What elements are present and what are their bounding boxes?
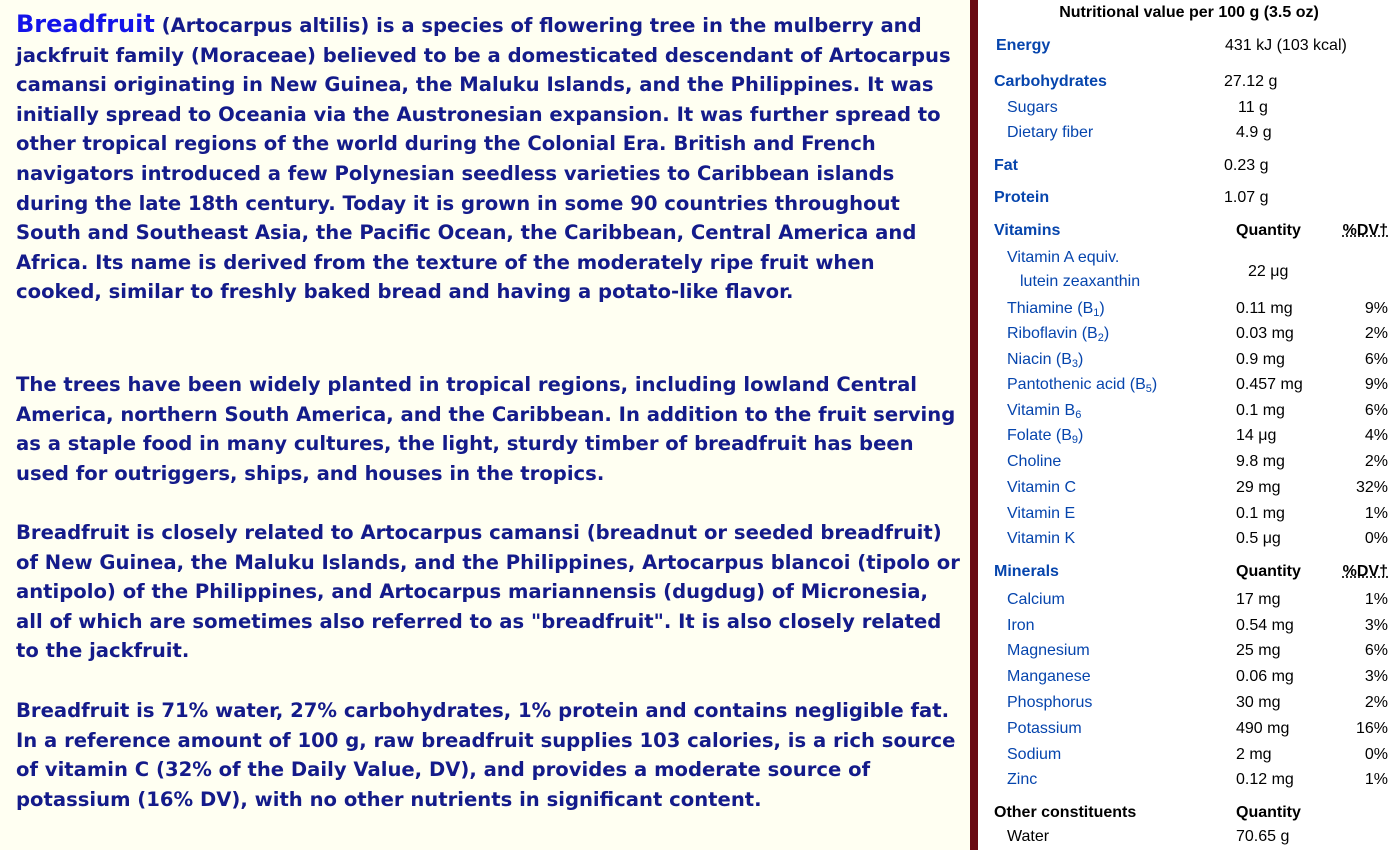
vitamin-dv: 0% (1364, 530, 1388, 547)
vitamin-value: 0.1 mg (1236, 505, 1285, 522)
mineral-value: 490 mg (1236, 720, 1290, 737)
vitamin-name-close: ) (1078, 427, 1084, 444)
vitamin-value: 0.03 mg (1236, 325, 1294, 342)
mineral-name[interactable]: Phosphorus (1007, 694, 1093, 711)
vitamins-header[interactable]: Vitamins (994, 222, 1061, 239)
water-value: 70.65 g (1236, 828, 1290, 845)
vitamin-dv: 32% (1355, 479, 1388, 496)
mineral-row (978, 771, 1400, 795)
fiber-value: 4.9 g (1236, 124, 1272, 141)
mineral-row (978, 720, 1400, 744)
vitamin-name-text: Niacin (B (1007, 351, 1072, 368)
vitamin-name-subscript: 2 (1097, 332, 1104, 344)
vitamin-name[interactable] (1007, 325, 1109, 344)
vitamins-header-row (978, 222, 1400, 246)
paragraph-3: Breadfruit is closely related to Artocarpus camansi (breadnut or seeded breadfruit) of New Guinea, the Maluku Islands, and the Philippines, Artocarpus blancoi (tipolo or antipolo) of the Philippines, and Artocarpus mariannensis (dugdug) of Micronesia, all of which are sometimes also referred to as "breadfruit". It is also closely related to the jackfruit. (16, 521, 960, 663)
minerals-header-row (978, 563, 1400, 587)
vitamin-name-text: Pantothenic acid (B (1007, 376, 1146, 393)
vitamin-row (978, 505, 1400, 529)
minerals-quantity-header: Quantity (1236, 563, 1301, 580)
mineral-value: 25 mg (1236, 642, 1281, 659)
carbohydrates-value: 27.12 g (1224, 73, 1278, 90)
mineral-value: 0.54 mg (1236, 617, 1294, 634)
vitamin-name-text: Vitamin K (1007, 530, 1076, 547)
vitamin-name-text: Choline (1007, 453, 1062, 470)
mineral-row (978, 668, 1400, 692)
mineral-row (978, 591, 1400, 615)
vitamin-dv: 6% (1364, 402, 1388, 419)
panel-divider (970, 0, 978, 850)
vitamin-value: 0.5 μg (1236, 530, 1281, 547)
vitamin-row (978, 479, 1400, 503)
vitamin-name[interactable] (1007, 530, 1075, 549)
vitamin-value: 0.9 mg (1236, 351, 1285, 368)
vitamin-name-text: Vitamin C (1007, 479, 1077, 496)
fiber-label[interactable]: Dietary fiber (1007, 124, 1094, 141)
fat-label[interactable]: Fat (994, 157, 1018, 174)
vitamin-name-close: ) (1103, 325, 1110, 342)
sugars-value: 11 g (1238, 99, 1268, 116)
mineral-dv: 6% (1364, 642, 1388, 659)
vitamins-dv-header[interactable]: %DV† (1342, 222, 1388, 239)
vitamin-value: 0.457 mg (1236, 376, 1303, 393)
vitamin-row (978, 376, 1400, 400)
mineral-name[interactable]: Potassium (1007, 720, 1082, 737)
fat-value: 0.23 g (1224, 157, 1269, 174)
vitamin-row (978, 300, 1400, 324)
vitamin-value: 14 μg (1236, 427, 1277, 444)
paragraph-1 (16, 10, 961, 307)
vitamin-name-text: Vitamin B (1007, 402, 1076, 419)
sugars-label[interactable]: Sugars (1007, 99, 1058, 116)
article-title-word[interactable]: Breadfruit (16, 10, 155, 38)
protein-value: 1.07 g (1224, 189, 1269, 206)
mineral-name[interactable]: Manganese (1007, 668, 1091, 685)
vitamin-name-text: Folate (B (1007, 427, 1072, 444)
vitamin-name[interactable] (1007, 505, 1075, 524)
minerals-header[interactable]: Minerals (994, 563, 1059, 580)
water-row (978, 828, 1400, 850)
vitamin-row (978, 402, 1400, 426)
vitamin-value: 0.1 mg (1236, 402, 1285, 419)
vitamin-name-subscript: 6 (1075, 409, 1082, 421)
mineral-value: 30 mg (1236, 694, 1281, 711)
nutrition-title: Nutritional value per 100 g (3.5 oz) (1059, 4, 1319, 21)
vitamin-row (978, 427, 1400, 451)
paragraph-4: Breadfruit is 71% water, 27% carbohydrates, 1% protein and contains negligible fat. In a reference amount of 100 g, raw breadfruit supplies 103 calories, is a rich source of vitamin C (32% of the Daily Value, DV), and provides a moderate source of potassium (16% DV), with no other nutrients in significant content. (16, 699, 956, 811)
vitamin-name-text: Riboflavin (B (1007, 325, 1098, 342)
mineral-value: 17 mg (1236, 591, 1281, 608)
vitamin-dv: 4% (1364, 427, 1388, 444)
vitamin-dv: 1% (1364, 505, 1388, 522)
nutrition-infobox (978, 0, 1400, 850)
energy-label[interactable]: Energy (996, 37, 1051, 54)
vitamin-value: 0.11 mg (1236, 300, 1293, 317)
fat-row (978, 157, 1400, 181)
minerals-dv-header[interactable]: %DV† (1342, 563, 1388, 580)
vitamin-dv: 9% (1364, 376, 1388, 393)
vitamin-name-text: Thiamine (B (1007, 300, 1094, 317)
vitamin-row (978, 453, 1400, 477)
mineral-dv: 3% (1364, 668, 1388, 685)
vitamin-a-sublabel[interactable]: lutein zeaxanthin (1020, 273, 1141, 290)
vitamin-name[interactable] (1007, 402, 1081, 421)
mineral-name[interactable]: Magnesium (1007, 642, 1090, 659)
vitamin-dv: 6% (1364, 351, 1388, 368)
mineral-dv: 1% (1364, 771, 1388, 788)
mineral-row (978, 617, 1400, 641)
mineral-row (978, 642, 1400, 666)
mineral-value: 0.12 mg (1236, 771, 1294, 788)
vitamin-a-label[interactable]: Vitamin A equiv. (1007, 249, 1120, 266)
vitamin-name[interactable] (1007, 453, 1061, 472)
mineral-row (978, 746, 1400, 770)
vitamin-name-close: ) (1099, 300, 1105, 317)
vitamin-row (978, 325, 1400, 349)
vitamin-a-row (978, 249, 1400, 293)
energy-value: 431 kJ (103 kcal) (1225, 37, 1347, 54)
vitamin-name-close: ) (1151, 376, 1158, 393)
mineral-dv: 3% (1364, 617, 1388, 634)
vitamin-value: 29 mg (1236, 479, 1281, 496)
vitamin-row (978, 351, 1400, 375)
protein-row (978, 189, 1400, 213)
vitamin-name-subscript: 9 (1071, 434, 1079, 446)
vitamin-name-subscript: 5 (1145, 383, 1152, 395)
vitamins-quantity-header: Quantity (1236, 222, 1301, 239)
vitamin-dv: 2% (1364, 453, 1388, 470)
sugars-row (978, 99, 1400, 123)
fiber-row (978, 124, 1400, 148)
mineral-value: 2 mg (1236, 746, 1272, 763)
mineral-name[interactable]: Calcium (1007, 591, 1065, 608)
vitamin-name[interactable] (1007, 479, 1076, 498)
mineral-name[interactable]: Sodium (1007, 746, 1062, 763)
vitamin-a-value: 22 μg (1248, 263, 1289, 280)
vitamin-name-subscript: 1 (1093, 307, 1100, 319)
vitamin-row (978, 530, 1400, 554)
vitamin-name[interactable] (1007, 300, 1105, 319)
vitamin-name[interactable] (1007, 427, 1083, 446)
mineral-name[interactable]: Zinc (1007, 771, 1038, 788)
other-constituents-header: Other constituents (994, 804, 1137, 821)
carbohydrates-row (978, 73, 1400, 97)
mineral-dv: 2% (1364, 694, 1388, 711)
mineral-dv: 0% (1364, 746, 1388, 763)
carbohydrates-label[interactable]: Carbohydrates (994, 73, 1107, 90)
mineral-row (978, 694, 1400, 718)
vitamin-name[interactable] (1007, 376, 1157, 395)
vitamin-dv: 9% (1364, 300, 1388, 317)
protein-label[interactable]: Protein (994, 189, 1050, 206)
vitamin-name-close: ) (1078, 351, 1084, 368)
vitamin-name[interactable] (1007, 351, 1083, 370)
mineral-dv: 16% (1355, 720, 1388, 737)
vitamin-dv: 2% (1364, 325, 1388, 342)
mineral-value: 0.06 mg (1236, 668, 1294, 685)
mineral-dv: 1% (1364, 591, 1388, 608)
energy-row (978, 37, 1400, 61)
other-header-row (978, 804, 1400, 828)
paragraph-1-text: (Artocarpus altilis) is a species of flowering tree in the mulberry and jackfruit family (Moraceae) believed to be a domesticated descendant of Artocarpus camansi originating in New Guinea, the Maluku Islands, and the Philippines. It was initially spread to Oceania via the Austronesian expansion. It was further spread to other tropical regions of the world during the Colonial Era. British and French navigators introduced a few Polynesian seedless varieties to Caribbean islands during the late 18th century. Today it is grown in some 90 countries throughout South and Southeast Asia, the Pacific Ocean, the Caribbean, Central America and Africa. Its name is derived from the texture of the moderately ripe fruit when cooked, similar to freshly baked bread and having a potato-like flavor. (16, 14, 951, 304)
vitamin-name-text: Vitamin E (1007, 505, 1076, 522)
water-label: Water (1007, 828, 1050, 845)
other-quantity-header: Quantity (1236, 804, 1301, 821)
mineral-name[interactable]: Iron (1007, 617, 1035, 634)
vitamin-value: 9.8 mg (1236, 453, 1285, 470)
paragraph-2: The trees have been widely planted in tropical regions, including lowland Central America, northern South America, and the Caribbean. In addition to the fruit serving as a staple food in many cultures, the light, sturdy timber of breadfruit has been used for outriggers, ships, and houses in the tropics. (16, 373, 956, 485)
vitamin-name-subscript: 3 (1071, 358, 1079, 370)
